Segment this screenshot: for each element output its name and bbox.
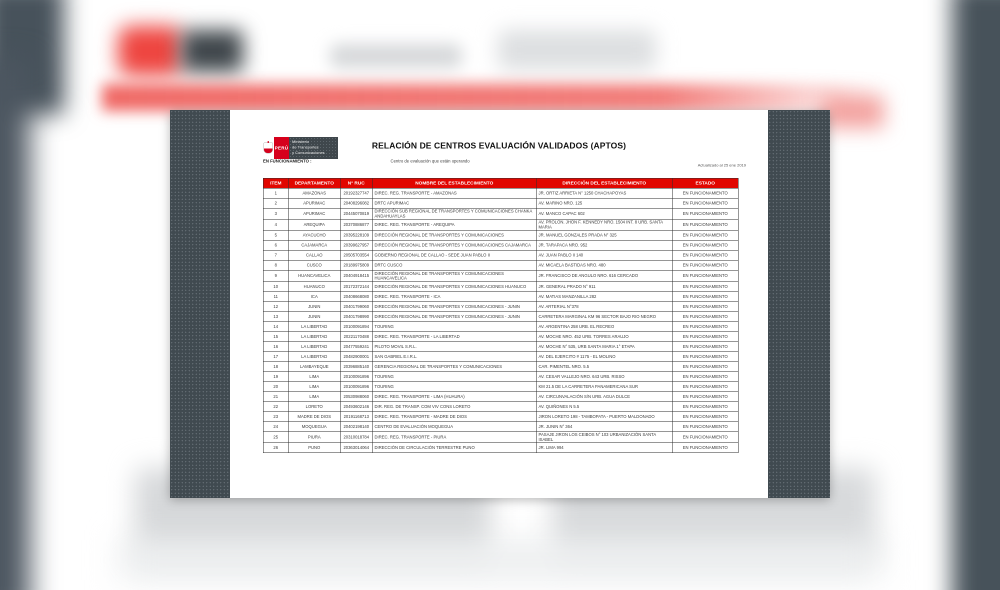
table-cell: DIRECCIÓN REGIONAL DE TRANSPORTES Y COMUNICACIONES - JUNIN bbox=[372, 312, 536, 322]
table-cell: 18 bbox=[263, 362, 288, 372]
table-row bbox=[263, 241, 738, 251]
table-cell: EN FUNCIONAMIENTO bbox=[672, 292, 738, 302]
table-row bbox=[263, 443, 738, 453]
column-header-1: DEPARTAMENTO bbox=[288, 178, 340, 188]
backdrop-dark-edge-left bbox=[0, 60, 30, 590]
table-cell: 12 bbox=[263, 302, 288, 312]
table-cell: AV. MARINO NRO. 125 bbox=[536, 198, 672, 208]
table-row bbox=[263, 372, 738, 382]
table-cell: 25 bbox=[263, 432, 288, 443]
table-cell: JUNIN bbox=[288, 302, 340, 312]
table-cell: 20310018784 bbox=[340, 432, 372, 443]
table-cell: CAJAMARCA bbox=[288, 241, 340, 251]
centers-table bbox=[263, 178, 739, 453]
table-cell: 20404918415 bbox=[340, 271, 372, 282]
table-cell: 20408296082 bbox=[340, 198, 372, 208]
table-cell: APURIMAC bbox=[288, 208, 340, 219]
table-cell: LA LIBERTAD bbox=[288, 332, 340, 342]
table-cell: DIRECCIÓN REGIONAL DE TRANSPORTES Y COMUNICACIONES HUANUCO bbox=[372, 282, 536, 292]
table-cell: AV. MOCHE NRO. 452 URB. TORRES ARAUJO bbox=[536, 332, 672, 342]
table-row bbox=[263, 312, 738, 322]
status-note-label: EN FUNCIONAMIENTO : bbox=[263, 158, 312, 164]
table-cell: PIURA bbox=[288, 432, 340, 443]
table-cell: EN FUNCIONAMIENTO bbox=[672, 382, 738, 392]
table-cell: LAMBAYEQUE bbox=[288, 362, 340, 372]
table-cell: JR. TARAPACA NRO. 952 bbox=[536, 241, 672, 251]
table-cell: AV. CESAR VALLEJO NRO. 643 URB. RISSO bbox=[536, 372, 672, 382]
table-row bbox=[263, 198, 738, 208]
table-row bbox=[263, 261, 738, 271]
table-cell: EN FUNCIONAMIENTO bbox=[672, 322, 738, 332]
table-cell: 26 bbox=[263, 443, 288, 453]
table-cell: EN FUNCIONAMIENTO bbox=[672, 342, 738, 352]
table-cell: JR. JUNIN N° 364 bbox=[536, 422, 672, 432]
table-cell: DIREC. REG. TRANSPORTE - ICA bbox=[372, 292, 536, 302]
updated-date: Actualizado al 25 ene 2019 bbox=[697, 163, 746, 168]
table-cell: AREQUIPA bbox=[288, 219, 340, 230]
table-cell: 11 bbox=[263, 292, 288, 302]
table-cell: DIRECCIÓN REGIONAL DE TRANSPORTES Y COMUNICACIONES CAJAMARCA bbox=[372, 241, 536, 251]
table-cell: DIREC. REG. TRANSPORTE - PIURA bbox=[372, 432, 536, 443]
table-row bbox=[263, 422, 738, 432]
table-cell: 3 bbox=[263, 208, 288, 219]
table-row bbox=[263, 322, 738, 332]
table-cell: 20100091894 bbox=[340, 322, 372, 332]
table-cell: 20370886877 bbox=[340, 219, 372, 230]
table-cell: 13 bbox=[263, 312, 288, 322]
table-cell: CALLAO bbox=[288, 251, 340, 261]
document-page bbox=[230, 110, 768, 498]
table-cell: AV. ARTERIAL N°378 bbox=[536, 302, 672, 312]
column-header-0: ITEM bbox=[263, 178, 288, 188]
table-cell: 20482900001 bbox=[340, 352, 372, 362]
table-cell: 20396885140 bbox=[340, 362, 372, 372]
table-cell: AV. ARGENTINA 258 URB. EL RECREO bbox=[536, 322, 672, 332]
table-cell: EN FUNCIONAMIENTO bbox=[672, 332, 738, 342]
table-cell: 20221170488 bbox=[340, 332, 372, 342]
table-header-row bbox=[263, 178, 738, 188]
status-note-text: Centro de evaluación que están operando bbox=[390, 158, 470, 164]
table-cell: JR. FRANCISCO DE ANGULO NRO. 616 CERCADO bbox=[536, 271, 672, 282]
table-cell: 10 bbox=[263, 282, 288, 292]
table-cell: AV. MATIAS MANZANILLA 282 bbox=[536, 292, 672, 302]
table-cell: CARRETERA MARGINAL KM 96 SECTOR BAJO RIO NEGRO bbox=[536, 312, 672, 322]
table-cell: JR. GENERAL PRADO N° 911 bbox=[536, 282, 672, 292]
table-cell: MOQUEGUA bbox=[288, 422, 340, 432]
table-cell: 20192327747 bbox=[340, 188, 372, 198]
column-header-3: NOMBRE DEL ESTABLECIMIENTO bbox=[372, 178, 536, 188]
page-title: RELACIÓN DE CENTROS EVALUACIÓN VALIDADOS (APTOS) bbox=[371, 141, 627, 151]
ministry-name: Ministerio de Transportes y Comunicaciones bbox=[289, 137, 338, 159]
table-cell: TOURING bbox=[372, 372, 536, 382]
table-cell: EN FUNCIONAMIENTO bbox=[672, 198, 738, 208]
table-cell: DIREC. REG. TRANSPORTE - LA LIBERTAD bbox=[372, 332, 536, 342]
column-header-5: ESTADO bbox=[672, 178, 738, 188]
table-cell: 20530988060 bbox=[340, 392, 372, 402]
screenshot-texture-left bbox=[170, 110, 230, 498]
table-cell: AV. DEL EJERCITO # 1175 - EL MOLINO bbox=[536, 352, 672, 362]
table-cell: JR. LIMA 994 bbox=[536, 443, 672, 453]
table-cell: 20493602146 bbox=[340, 402, 372, 412]
table-cell: 20505703554 bbox=[340, 251, 372, 261]
table-cell: EN FUNCIONAMIENTO bbox=[672, 422, 738, 432]
table-cell: JUNIN bbox=[288, 312, 340, 322]
table-cell: AV. MOCHE N° 535, URB SANTA MARIA 1° ETAPA bbox=[536, 342, 672, 352]
table-cell: LIMA bbox=[288, 372, 340, 382]
table-cell: EN FUNCIONAMIENTO bbox=[672, 231, 738, 241]
table-cell: KM 21.5 DE LA CARRETERA PANAMERICANA SUR bbox=[536, 382, 672, 392]
table-cell: AV. PROLON. JHON F. KENNEDY NRO. 1504 INT. 8 URB. SANTA MARIA bbox=[536, 219, 672, 230]
table-row bbox=[263, 392, 738, 402]
table-cell: DIREC. REG. TRANSPORTE - LIMA (HUAURA) bbox=[372, 392, 536, 402]
table-cell: DIREC. REG. TRANSPORTE - AREQUIPA bbox=[372, 219, 536, 230]
table-cell: LA LIBERTAD bbox=[288, 352, 340, 362]
table-cell: MADRE DE DIOS bbox=[288, 412, 340, 422]
table-cell: 20445070819 bbox=[340, 208, 372, 219]
table-cell: 1 bbox=[263, 188, 288, 198]
table-cell: LIMA bbox=[288, 382, 340, 392]
table-row bbox=[263, 282, 738, 292]
table-cell: DRTC CUSCO bbox=[372, 261, 536, 271]
table-cell: 20189975809 bbox=[340, 261, 372, 271]
table-cell: EN FUNCIONAMIENTO bbox=[672, 402, 738, 412]
table-cell: 24 bbox=[263, 422, 288, 432]
table-cell: CUSCO bbox=[288, 261, 340, 271]
table-row bbox=[263, 362, 738, 372]
table-cell: DIRECCIÓN DE CIRCULACIÓN TERRESTRE PUNO bbox=[372, 443, 536, 453]
table-cell: EN FUNCIONAMIENTO bbox=[672, 443, 738, 453]
table-row bbox=[263, 432, 738, 443]
table-cell: PASAJE JIRON LOS CEIBOS N° 103 URBANIZACIÓN SANTA ISABEL bbox=[536, 432, 672, 443]
table-cell: EN FUNCIONAMIENTO bbox=[672, 392, 738, 402]
table-cell: ICA bbox=[288, 292, 340, 302]
blurred-red-banner-tail bbox=[822, 96, 884, 128]
table-cell: LIMA bbox=[288, 392, 340, 402]
table-cell: 20 bbox=[263, 382, 288, 392]
table-cell: 9 bbox=[263, 271, 288, 282]
table-cell: 20408668080 bbox=[340, 292, 372, 302]
table-row bbox=[263, 251, 738, 261]
table-cell: 4 bbox=[263, 219, 288, 230]
table-cell: CAR. PIMENTEL NRO. 5.5 bbox=[536, 362, 672, 372]
table-cell: LORETO bbox=[288, 402, 340, 412]
table-cell: 6 bbox=[263, 241, 288, 251]
table-cell: APURIMAC bbox=[288, 198, 340, 208]
table-cell: EN FUNCIONAMIENTO bbox=[672, 412, 738, 422]
table-cell: EN FUNCIONAMIENTO bbox=[672, 219, 738, 230]
screenshot-texture-right bbox=[768, 110, 830, 498]
table-cell: AV. MICAELA BASTIDAS NRO. 480 bbox=[536, 261, 672, 271]
table-cell: EN FUNCIONAMIENTO bbox=[672, 352, 738, 362]
table-cell: 17 bbox=[263, 352, 288, 362]
blurred-red-banner bbox=[102, 84, 882, 111]
table-cell: 20363014064 bbox=[340, 443, 372, 453]
table-row bbox=[263, 342, 738, 352]
table-cell: JR. ORTIZ ARRIETA N° 1250 CHACHAPOYAS bbox=[536, 188, 672, 198]
table-cell: HUANUCO bbox=[288, 282, 340, 292]
blurred-site-logo-text bbox=[181, 30, 243, 72]
table-cell: EN FUNCIONAMIENTO bbox=[672, 372, 738, 382]
table-row bbox=[263, 271, 738, 282]
table-cell: HUANCAVELICA bbox=[288, 271, 340, 282]
table-cell: AV. CIRCUNVALACIÓN S/N URB. AGUA DULCE bbox=[536, 392, 672, 402]
table-cell: LA LIBERTAD bbox=[288, 342, 340, 352]
table-row bbox=[263, 402, 738, 412]
backdrop-dark-edge-right bbox=[952, 0, 1000, 590]
table-cell: GERENCIA REGIONAL DE TRANSPORTES Y COMUNICACIONES bbox=[372, 362, 536, 372]
table-cell: AV. QUIÑONES N 5.5 bbox=[536, 402, 672, 412]
table-cell: 21 bbox=[263, 392, 288, 402]
column-header-2: N° RUC bbox=[340, 178, 372, 188]
table-row bbox=[263, 412, 738, 422]
blurred-content-fade bbox=[120, 540, 880, 580]
table-row bbox=[263, 292, 738, 302]
table-cell: 14 bbox=[263, 322, 288, 332]
table-cell: CENTRO DE EVALUACIÓN MOQUEGUA bbox=[372, 422, 536, 432]
table-cell: DIRECCIÓN REGIONAL DE TRANSPORTES Y COMUNICACIONES bbox=[372, 231, 536, 241]
table-cell: DIR. REG. DE TRANSP. COM VIV CONS LORETO bbox=[372, 402, 536, 412]
table-cell: AV. JUAN PABLO II 140 bbox=[536, 251, 672, 261]
table-cell: DIRECCIÓN REGIONAL DE TRANSPORTES Y COMUNICACIONES - JUNIN bbox=[372, 302, 536, 312]
table-cell: DRTC APURIMAC bbox=[372, 198, 536, 208]
column-header-4: DIRECCIÓN DEL ESTABLECIMIENTO bbox=[536, 178, 672, 188]
table-cell: TOURING bbox=[372, 382, 536, 392]
status-note bbox=[263, 159, 713, 164]
table-cell: PUNO bbox=[288, 443, 340, 453]
table-cell: 8 bbox=[263, 261, 288, 271]
table-header bbox=[263, 178, 738, 188]
table-cell: AYACUCHO bbox=[288, 231, 340, 241]
table-cell: 7 bbox=[263, 251, 288, 261]
table-cell: 20399627957 bbox=[340, 241, 372, 251]
table-row bbox=[263, 219, 738, 230]
table-row bbox=[263, 231, 738, 241]
table-cell: EN FUNCIONAMIENTO bbox=[672, 271, 738, 282]
blurred-site-logo bbox=[118, 26, 182, 76]
blurred-header-bar-2 bbox=[498, 30, 656, 70]
document-screenshot bbox=[170, 110, 830, 498]
table-cell: EN FUNCIONAMIENTO bbox=[672, 432, 738, 443]
table-cell: JIRON LORETO 198 - TAMBOPATA - PUERTO MALDONADO bbox=[536, 412, 672, 422]
table-cell: EN FUNCIONAMIENTO bbox=[672, 208, 738, 219]
table-cell: SAN GABRIEL E.I.R.L. bbox=[372, 352, 536, 362]
peru-label: PERÚ bbox=[274, 137, 289, 159]
table-cell: 2 bbox=[263, 198, 288, 208]
table-row bbox=[263, 302, 738, 312]
table-cell: 23 bbox=[263, 412, 288, 422]
table-cell: 20401798990 bbox=[340, 312, 372, 322]
table-cell: EN FUNCIONAMIENTO bbox=[672, 261, 738, 271]
table-cell: DIREC. REG. TRANSPORTE - MADRE DE DIOS bbox=[372, 412, 536, 422]
table-cell: PILOTO MOVIL S.R.L. bbox=[372, 342, 536, 352]
table-cell: 20172372144 bbox=[340, 282, 372, 292]
table-cell: 20100091896 bbox=[340, 382, 372, 392]
table-row bbox=[263, 208, 738, 219]
table-cell: TOURING bbox=[372, 322, 536, 332]
table-cell: EN FUNCIONAMIENTO bbox=[672, 302, 738, 312]
table-row bbox=[263, 332, 738, 342]
table-cell: EN FUNCIONAMIENTO bbox=[672, 282, 738, 292]
table-row bbox=[263, 382, 738, 392]
table-cell: 15 bbox=[263, 332, 288, 342]
table-cell: 19 bbox=[263, 372, 288, 382]
table-cell: EN FUNCIONAMIENTO bbox=[672, 312, 738, 322]
table-cell: LA LIBERTAD bbox=[288, 322, 340, 332]
table-cell: 20191168713 bbox=[340, 412, 372, 422]
table-row bbox=[263, 352, 738, 362]
table-cell: JR. MANUEL GONZALES PRADA N° 325 bbox=[536, 231, 672, 241]
table-cell: GOBIERNO REGIONAL DE CALLAO - SEDE JUAN PABLO II bbox=[372, 251, 536, 261]
table-row bbox=[263, 188, 738, 198]
table-cell: DIREC. REG. TRANSPORTE - AMAZONAS bbox=[372, 188, 536, 198]
table-cell: EN FUNCIONAMIENTO bbox=[672, 188, 738, 198]
table-cell: EN FUNCIONAMIENTO bbox=[672, 241, 738, 251]
table-cell: AMAZONAS bbox=[288, 188, 340, 198]
table-cell: 20477559241 bbox=[340, 342, 372, 352]
table-cell: 20402198140 bbox=[340, 422, 372, 432]
table-cell: EN FUNCIONAMIENTO bbox=[672, 251, 738, 261]
table-cell: DIRECCIÓN REGIONAL DE TRANSPORTES Y COMUNICACIONES HUANCAVELICA bbox=[372, 271, 536, 282]
table-cell: 16 bbox=[263, 342, 288, 352]
blurred-header-bar bbox=[330, 44, 462, 68]
table-cell: EN FUNCIONAMIENTO bbox=[672, 362, 738, 372]
table-cell: 20401799060 bbox=[340, 302, 372, 312]
table-cell: 20395228109 bbox=[340, 231, 372, 241]
table-cell: DIRECCIÓN SUB REGIONAL DE TRANSPORTES Y COMUNICACIONES CHANKA ANDAHUAYLAS bbox=[372, 208, 536, 219]
table-cell: 20100091896 bbox=[340, 372, 372, 382]
table-body bbox=[263, 188, 738, 453]
table-cell: 5 bbox=[263, 231, 288, 241]
table-cell: AV. MANCO CAPAC 602 bbox=[536, 208, 672, 219]
table-cell: 22 bbox=[263, 402, 288, 412]
